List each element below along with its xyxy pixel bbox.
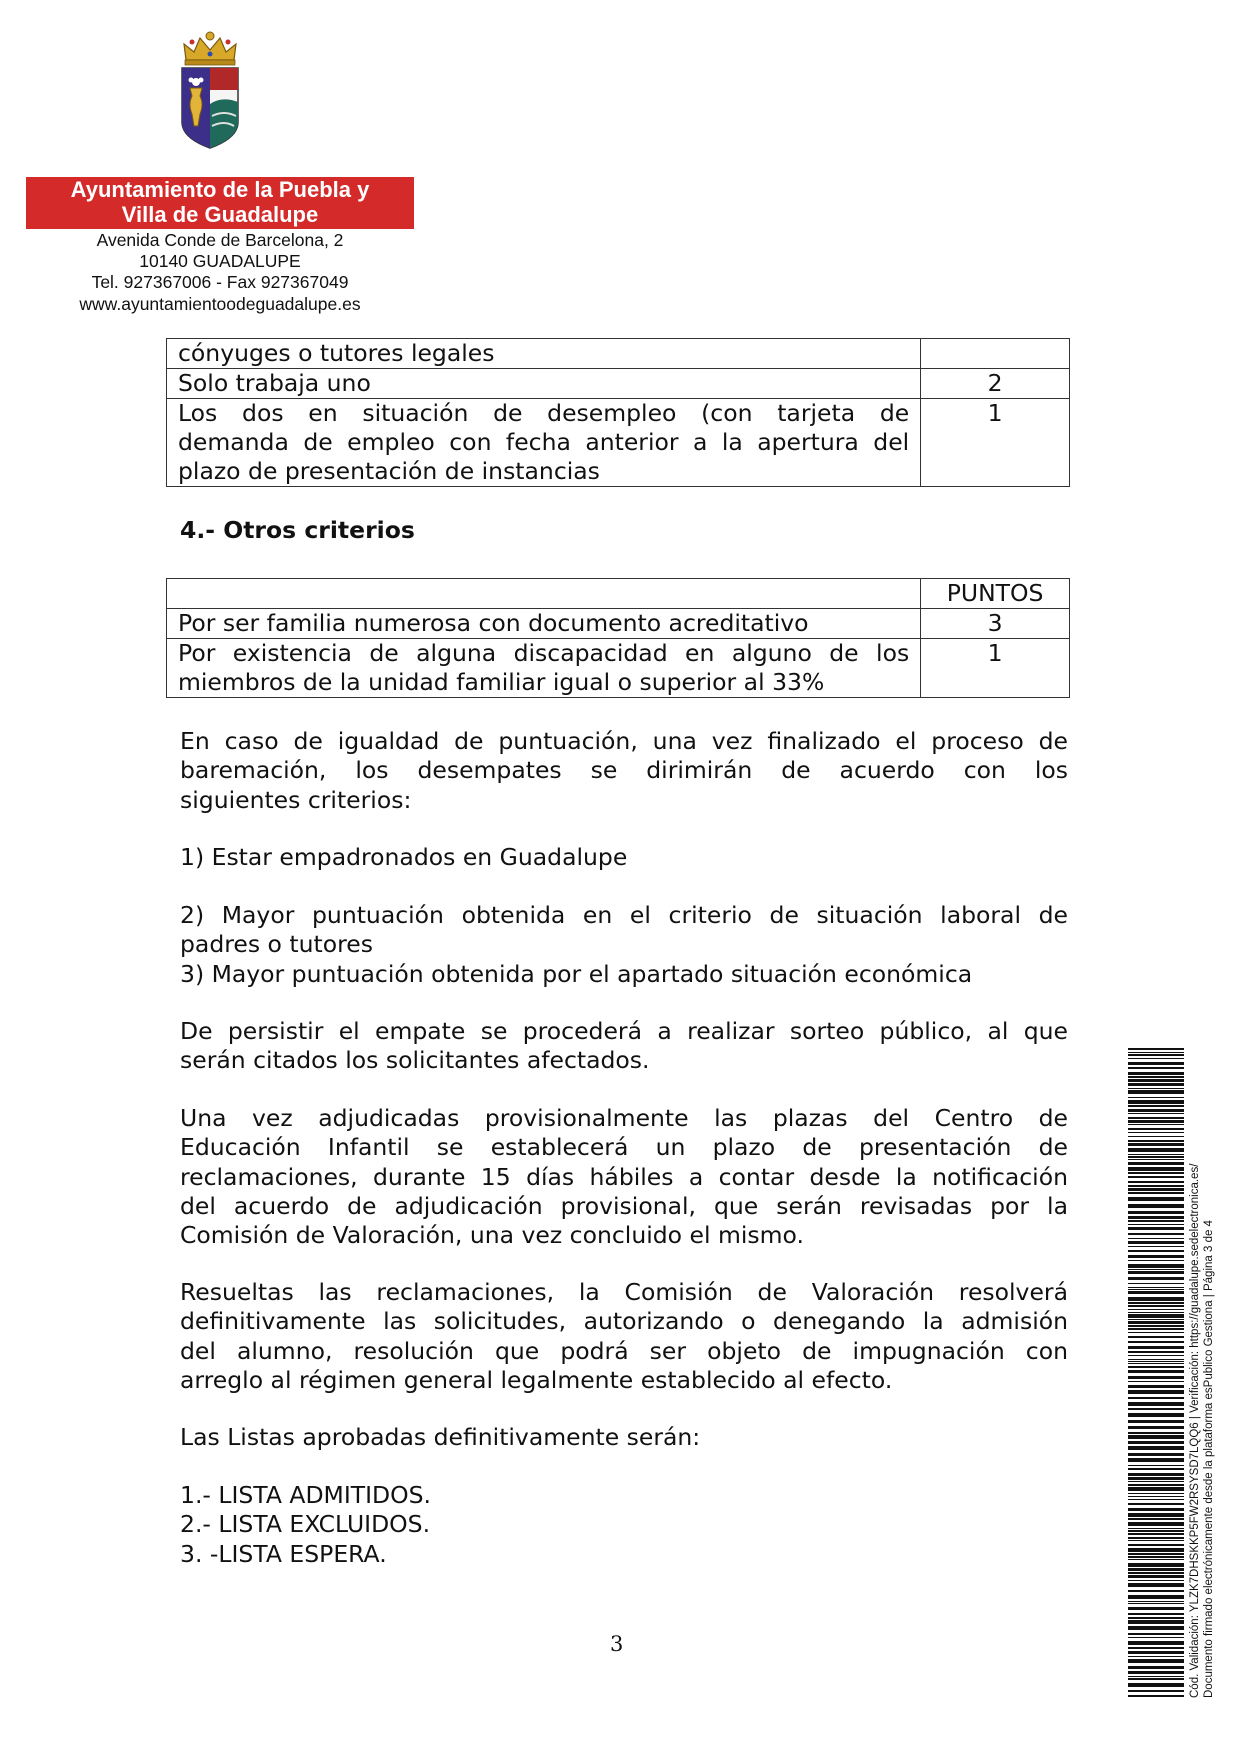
table-row bbox=[167, 639, 1070, 698]
barcode-bar bbox=[1128, 1671, 1184, 1674]
barcode-bar bbox=[1128, 1366, 1184, 1368]
barcode-bar bbox=[1128, 1607, 1184, 1610]
barcode-bar bbox=[1128, 1154, 1184, 1155]
barcode-bar bbox=[1128, 1283, 1184, 1284]
barcode-bar bbox=[1128, 1601, 1184, 1602]
barcode-bar bbox=[1128, 1666, 1184, 1669]
text-line: En caso de igualdad de puntuación, una vez finalizado el proceso de bbox=[180, 727, 1068, 755]
barcode-bar bbox=[1128, 1289, 1184, 1290]
text-line: Por existencia de alguna discapacidad en alguno de los bbox=[178, 639, 910, 667]
validation-stamp bbox=[1128, 1048, 1220, 1698]
barcode-bar bbox=[1128, 1250, 1184, 1252]
barcode-bar bbox=[1128, 1620, 1184, 1624]
other-criteria-table bbox=[166, 578, 1070, 698]
barcode-bar bbox=[1128, 1647, 1184, 1649]
lists-intro bbox=[180, 1423, 1068, 1452]
validation-text-block bbox=[1188, 1048, 1220, 1698]
barcode-bar bbox=[1128, 1136, 1184, 1137]
barcode-bar bbox=[1128, 1537, 1184, 1539]
criterion-points: 1 bbox=[921, 399, 1070, 487]
barcode-bar bbox=[1128, 1192, 1184, 1194]
barcode-bar bbox=[1128, 1481, 1184, 1482]
barcode-bar bbox=[1128, 1548, 1184, 1552]
barcode-bar bbox=[1128, 1105, 1184, 1107]
text-line: plazo de presentación de instancias bbox=[178, 457, 600, 485]
barcode-bar bbox=[1128, 1132, 1184, 1133]
barcode-bar bbox=[1128, 1197, 1184, 1201]
barcode-bar bbox=[1128, 1052, 1184, 1053]
barcode-bar bbox=[1128, 1185, 1184, 1187]
barcode-bar bbox=[1128, 1233, 1184, 1235]
text-line: reclamaciones, durante 15 días hábiles a contar desde la notificación bbox=[180, 1162, 1068, 1191]
barcode-bar bbox=[1128, 1580, 1184, 1581]
barcode-bar bbox=[1128, 1305, 1184, 1307]
barcode-bar bbox=[1128, 1355, 1184, 1356]
barcode-bar bbox=[1128, 1583, 1184, 1587]
barcode-bar bbox=[1128, 1413, 1184, 1417]
barcode-bar bbox=[1128, 1079, 1184, 1082]
criterion-points: 3 bbox=[921, 609, 1070, 639]
barcode-bar bbox=[1128, 1156, 1184, 1158]
list-item: 3. -LISTA ESPERA. bbox=[180, 1539, 387, 1568]
barcode-bar bbox=[1128, 1641, 1184, 1645]
barcode-bar bbox=[1128, 1446, 1184, 1450]
text-line: miembros de la unidad familiar igual o superior al 33% bbox=[178, 668, 825, 696]
barcode-bar bbox=[1128, 1204, 1184, 1208]
barcode-bar bbox=[1128, 1346, 1184, 1349]
barcode-bar bbox=[1128, 1336, 1184, 1338]
criterion-description: Por ser familia numerosa con documento acreditativo bbox=[167, 609, 921, 639]
list-item: 2.- LISTA EXCLUIDOS. bbox=[180, 1510, 431, 1539]
criteria-table-continued bbox=[166, 338, 1070, 487]
barcode-bar bbox=[1128, 1503, 1184, 1505]
list-item: 1.- LISTA ADMITIDOS. bbox=[180, 1481, 432, 1509]
tiebreak-intro-paragraph bbox=[180, 727, 1068, 815]
barcode-bar bbox=[1128, 1533, 1184, 1535]
text-line: baremación, los desempates se dirimirán de acuerdo con los bbox=[180, 756, 1068, 785]
barcode-bar bbox=[1128, 1595, 1184, 1599]
criterion-description bbox=[167, 639, 921, 698]
barcode-bar bbox=[1128, 1695, 1184, 1697]
barcode-bar bbox=[1128, 1167, 1184, 1171]
barcode-bar bbox=[1128, 1076, 1184, 1078]
barcode-bar bbox=[1128, 1559, 1184, 1560]
barcode-bar bbox=[1128, 1241, 1184, 1244]
website-link[interactable]: www.ayuntamientoodeguadalupe.es bbox=[79, 294, 361, 314]
barcode-bar bbox=[1128, 1518, 1184, 1520]
barcode-bar bbox=[1128, 1402, 1184, 1406]
text-line: del acuerdo de adjudicación provisional, que serán revisadas por la bbox=[180, 1191, 1068, 1220]
barcode-bar bbox=[1128, 1508, 1184, 1511]
barcode-bar bbox=[1128, 1458, 1184, 1462]
barcode-bar bbox=[1128, 1211, 1184, 1214]
barcode-bar bbox=[1128, 1143, 1184, 1146]
barcode-bar bbox=[1128, 1385, 1184, 1388]
barcode-bar bbox=[1128, 1397, 1184, 1399]
barcode-bar bbox=[1128, 1062, 1184, 1065]
barcode-bar bbox=[1128, 1314, 1184, 1318]
barcode-bar bbox=[1128, 1613, 1184, 1615]
barcode-bar bbox=[1128, 1370, 1184, 1373]
barcode-bar bbox=[1128, 1376, 1184, 1379]
barcode-bar bbox=[1128, 1528, 1184, 1529]
criterion-points bbox=[921, 339, 1070, 369]
table-row bbox=[167, 339, 1070, 369]
barcode-bar bbox=[1128, 1309, 1184, 1310]
text-line: Resueltas las reclamaciones, la Comisión de Valoración resolverá bbox=[180, 1278, 1068, 1306]
barcode-bar bbox=[1128, 1319, 1184, 1320]
barcode-bar bbox=[1128, 1487, 1184, 1491]
criterion-item-1 bbox=[180, 843, 1068, 872]
barcode-bar bbox=[1128, 1626, 1184, 1630]
barcode-bar bbox=[1128, 1264, 1184, 1268]
final-lists bbox=[180, 1481, 1068, 1569]
text-line: del alumno, resolución que podrá ser objeto de impugnación con bbox=[180, 1336, 1068, 1365]
validation-code-line: Cód. Validación: YLZK7DHSKKP5FW2RSYSD7LQQ6 | Verificación: https://guadalupe.sedelectronica.es/ bbox=[1189, 1163, 1201, 1698]
barcode-bar bbox=[1128, 1325, 1184, 1327]
barcode-bar bbox=[1128, 1603, 1184, 1604]
barcode-bar bbox=[1128, 1359, 1184, 1360]
barcode-bar bbox=[1128, 1083, 1184, 1086]
barcode-bar bbox=[1128, 1408, 1184, 1410]
signature-info-line: Documento firmado electrónicamente desde la plataforma esPublico Gestiona | Página 3 de 4 bbox=[1203, 1220, 1215, 1698]
table-row bbox=[167, 609, 1070, 639]
barcode-bar bbox=[1128, 1269, 1184, 1270]
barcode-bar bbox=[1128, 1540, 1184, 1541]
barcode-bar bbox=[1128, 1617, 1184, 1619]
barcode-bar bbox=[1128, 1656, 1184, 1657]
barcode-bar bbox=[1128, 1556, 1184, 1558]
barcode-bar bbox=[1128, 1468, 1184, 1470]
barcode-bar bbox=[1128, 1332, 1184, 1333]
address-postal: 10140 GUADALUPE bbox=[139, 251, 301, 271]
barcode-bar bbox=[1128, 1176, 1184, 1178]
text-line: De persistir el empate se procederá a realizar sorteo público, al que bbox=[180, 1017, 1068, 1045]
barcode-bar bbox=[1128, 1067, 1184, 1069]
barcode-bar bbox=[1128, 1563, 1184, 1567]
barcode-bar bbox=[1128, 1473, 1184, 1476]
barcode-bar bbox=[1128, 1058, 1184, 1059]
draw-paragraph bbox=[180, 1017, 1068, 1076]
barcode-bar bbox=[1128, 1188, 1184, 1191]
barcode-bar bbox=[1128, 1328, 1184, 1330]
organization-name-line2: Villa de Guadalupe bbox=[121, 202, 319, 227]
barcode-bar bbox=[1128, 1260, 1184, 1261]
barcode-bar bbox=[1128, 1172, 1184, 1174]
barcode-bar bbox=[1128, 1100, 1184, 1104]
text-line: demanda de empleo con fecha anterior a la apertura del bbox=[178, 428, 910, 456]
criterion-description: Solo trabaja uno bbox=[167, 369, 921, 399]
barcode-bar bbox=[1128, 1390, 1184, 1394]
barcode-bar bbox=[1128, 1148, 1184, 1152]
barcode-bar bbox=[1128, 1426, 1184, 1429]
barcode-bar bbox=[1128, 1659, 1184, 1663]
barcode-bar bbox=[1128, 1246, 1184, 1247]
criterion-points: 1 bbox=[921, 639, 1070, 698]
barcode-bar bbox=[1128, 1363, 1184, 1364]
resolution-paragraph bbox=[180, 1278, 1068, 1395]
barcode-bar bbox=[1128, 1676, 1184, 1677]
barcode-bar bbox=[1128, 1238, 1184, 1239]
address-street: Avenida Conde de Barcelona, 2 bbox=[96, 230, 344, 250]
barcode-bar bbox=[1128, 1341, 1184, 1343]
barcode-bar bbox=[1128, 1568, 1184, 1571]
header-empty-cell bbox=[167, 579, 921, 609]
barcode-bar bbox=[1128, 1553, 1184, 1555]
barcode-bar bbox=[1128, 1140, 1184, 1142]
text-line: Comisión de Valoración, una vez concluido el mismo. bbox=[180, 1221, 804, 1250]
text-line: serán citados los solicitantes afectados. bbox=[180, 1046, 650, 1075]
text-line: arreglo al régimen general legalmente establecido al efecto. bbox=[180, 1365, 893, 1394]
barcode-bar bbox=[1128, 1255, 1184, 1258]
barcode-bar bbox=[1128, 1302, 1184, 1304]
barcode-bar bbox=[1128, 1113, 1184, 1114]
barcode-bar bbox=[1128, 1420, 1184, 1423]
table-header-row bbox=[167, 579, 1070, 609]
barcode-bar bbox=[1128, 1522, 1184, 1526]
claims-paragraph bbox=[180, 1104, 1068, 1250]
criterion-item-2-3 bbox=[180, 901, 1068, 989]
coat-of-arms-logo bbox=[178, 30, 242, 152]
barcode-bar bbox=[1128, 1072, 1184, 1075]
barcode-bar bbox=[1128, 1097, 1184, 1098]
page-number: 3 bbox=[610, 1632, 624, 1656]
barcode-bar bbox=[1128, 1441, 1184, 1444]
text-line: padres o tutores bbox=[180, 930, 373, 959]
barcode-bar bbox=[1128, 1496, 1184, 1497]
barcode-bar bbox=[1128, 1224, 1184, 1225]
barcode-bar bbox=[1128, 1109, 1184, 1112]
barcode-bar bbox=[1128, 1477, 1184, 1480]
barcode-bar bbox=[1128, 1227, 1184, 1230]
text-line: Una vez adjudicadas provisionalmente las plazas del Centro de bbox=[180, 1104, 1068, 1132]
text-line: 1) Estar empadronados en Guadalupe bbox=[180, 843, 628, 871]
barcode-bar bbox=[1128, 1181, 1184, 1183]
barcode-bar bbox=[1128, 1312, 1184, 1313]
barcode-bar bbox=[1128, 1432, 1184, 1434]
barcode-bar bbox=[1128, 1159, 1184, 1160]
barcode-bar bbox=[1128, 1088, 1184, 1089]
criterion-description: cónyuges o tutores legales bbox=[167, 339, 921, 369]
barcode-bar bbox=[1128, 1484, 1184, 1486]
barcode-bar bbox=[1128, 1493, 1184, 1494]
barcode-bar bbox=[1128, 1683, 1184, 1687]
barcode-bar bbox=[1128, 1381, 1184, 1382]
barcode-bar bbox=[1128, 1435, 1184, 1439]
barcode-bar bbox=[1128, 1054, 1184, 1056]
barcode-bar bbox=[1128, 1513, 1184, 1517]
text-line: Las Listas aprobadas definitivamente serán: bbox=[180, 1423, 701, 1451]
table-row bbox=[167, 369, 1070, 399]
barcode-bar bbox=[1128, 1572, 1184, 1574]
barcode-bar bbox=[1128, 1220, 1184, 1222]
text-line: siguientes criterios: bbox=[180, 785, 412, 814]
text-line: Los dos en situación de desempleo (con tarjeta de bbox=[178, 399, 910, 427]
barcode-bar bbox=[1128, 1297, 1184, 1301]
text-line: 2) Mayor puntuación obtenida en el criterio de situación laboral de bbox=[180, 901, 1068, 929]
table-row bbox=[167, 399, 1070, 487]
barcode-bar bbox=[1128, 1651, 1184, 1654]
organization-banner bbox=[26, 177, 414, 229]
text-line: 3) Mayor puntuación obtenida por el apartado situación económica bbox=[180, 959, 973, 988]
barcode-bar bbox=[1128, 1117, 1184, 1119]
barcode-bar bbox=[1128, 1216, 1184, 1219]
barcode-bar bbox=[1128, 1321, 1184, 1324]
barcode-bar bbox=[1128, 1575, 1184, 1578]
barcode-bar bbox=[1128, 1637, 1184, 1638]
barcode-bar bbox=[1128, 1465, 1184, 1466]
barcode-bar bbox=[1128, 1633, 1184, 1635]
barcode-bar bbox=[1128, 1128, 1184, 1130]
barcode-bar bbox=[1128, 1499, 1184, 1500]
barcode-bar bbox=[1128, 1090, 1184, 1094]
address-phone: Tel. 927367006 - Fax 927367049 bbox=[91, 272, 349, 292]
barcode-bar bbox=[1128, 1291, 1184, 1294]
barcode-bar bbox=[1128, 1120, 1184, 1123]
barcode-bar bbox=[1128, 1453, 1184, 1456]
criterion-description bbox=[167, 399, 921, 487]
barcode-bar bbox=[1128, 1287, 1184, 1288]
barcode-bar bbox=[1128, 1690, 1184, 1692]
organization-name-line1: Ayuntamiento de la Puebla y bbox=[70, 177, 370, 202]
barcode-bar bbox=[1128, 1361, 1184, 1362]
barcode-bar bbox=[1128, 1048, 1184, 1050]
barcode bbox=[1128, 1048, 1184, 1698]
barcode-bar bbox=[1128, 1124, 1184, 1125]
text-line: definitivamente las solicitudes, autorizando o denegando la admisión bbox=[180, 1307, 1068, 1336]
text-line: Educación Infantil se establecerá un plazo de presentación de bbox=[180, 1133, 1068, 1162]
barcode-bar bbox=[1128, 1277, 1184, 1280]
barcode-bar bbox=[1128, 1530, 1184, 1532]
barcode-bar bbox=[1128, 1351, 1184, 1353]
barcode-bar bbox=[1128, 1590, 1184, 1592]
criterion-points: 2 bbox=[921, 369, 1070, 399]
barcode-bar bbox=[1128, 1271, 1184, 1274]
points-column-header: PUNTOS bbox=[921, 579, 1070, 609]
barcode-bar bbox=[1128, 1678, 1184, 1680]
barcode-bar bbox=[1128, 1544, 1184, 1546]
section-heading: 4.- Otros criterios bbox=[180, 516, 415, 544]
barcode-bar bbox=[1128, 1162, 1184, 1165]
